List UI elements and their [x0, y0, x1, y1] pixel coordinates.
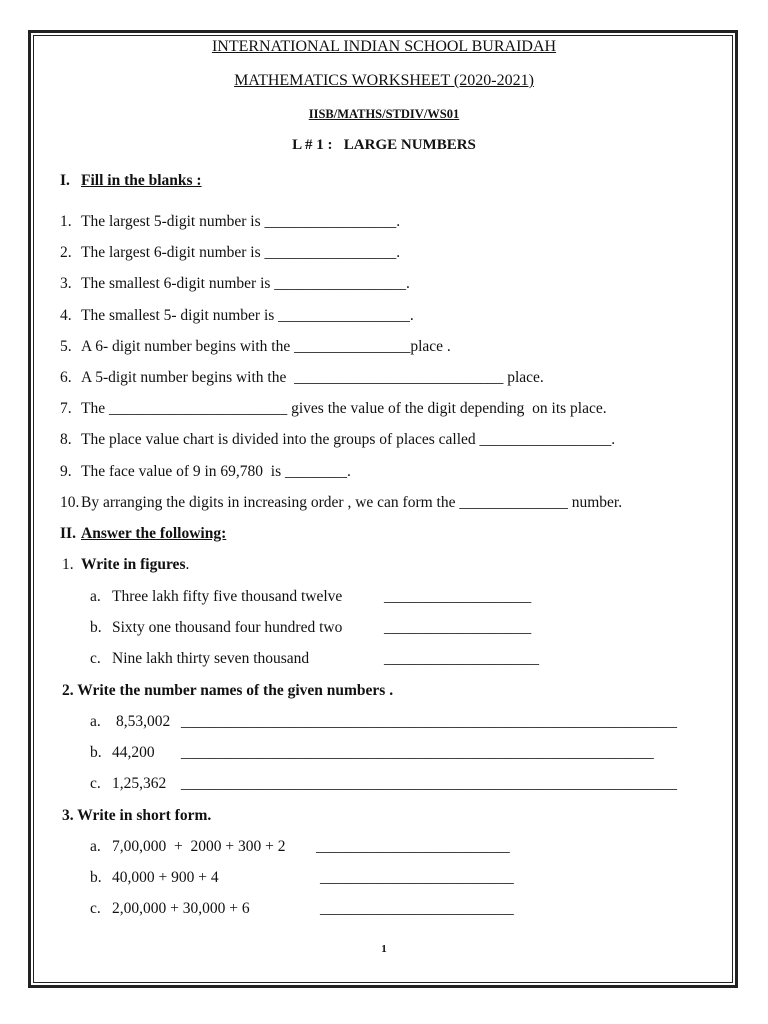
list-item-letter: a.: [90, 838, 101, 855]
list-item-text: Nine lakh thirty seven thousand: [112, 650, 310, 667]
section1-numeral: I.: [60, 172, 70, 189]
page-number: 1: [381, 943, 387, 955]
list-item-text: The face value of 9 in 69,780 is ________.: [81, 463, 351, 480]
list-item-num: 4.: [60, 307, 72, 324]
list-item-expression: 40,000 + 900 + 4: [112, 869, 219, 886]
list-item-num: 7.: [60, 400, 72, 417]
answer-blank: ________________________________________________________________: [181, 775, 677, 792]
list-item-text: The largest 6-digit number is _________________.: [81, 244, 401, 261]
list-item-value: 44,200: [112, 744, 155, 761]
list-item-letter: a.: [90, 713, 101, 730]
list-item-letter: b.: [90, 869, 102, 886]
answer-blank: ____________________: [384, 650, 539, 667]
q1-title: [81, 557, 189, 573]
list-item-text: By arranging the digits in increasing order , we can form the ______________ number.: [81, 494, 623, 511]
q3-title: 3. Write in short form.: [62, 807, 212, 824]
list-item-num: 6.: [60, 369, 72, 386]
list-item-num: 2.: [60, 244, 72, 261]
lesson-title: L # 1 : LARGE NUMBERS: [292, 137, 476, 153]
list-item-letter: c.: [90, 775, 101, 792]
list-item-text: The smallest 5- digit number is _________________.: [81, 307, 414, 324]
list-item-text: Sixty one thousand four hundred two: [112, 619, 343, 636]
list-item-letter: c.: [90, 650, 101, 667]
list-item-num: 5.: [60, 338, 72, 355]
school-name: INTERNATIONAL INDIAN SCHOOL BURAIDAH: [211, 38, 557, 55]
list-item-text: Three lakh fifty five thousand twelve: [112, 588, 343, 605]
list-item-text: The largest 5-digit number is _________________.: [81, 213, 401, 230]
list-item-text: The place value chart is divided into the groups of places called _________________.: [81, 431, 616, 448]
list-item-text: A 6- digit number begins with the _______________place .: [81, 338, 451, 355]
q1-number: 1.: [62, 556, 74, 573]
answer-blank: _________________________: [316, 838, 510, 855]
section2-numeral: II.: [60, 525, 76, 542]
list-item-num: 1.: [60, 213, 72, 230]
list-item-expression: 7,00,000 + 2000 + 300 + 2: [112, 838, 286, 855]
q2-title: 2. Write the number names of the given numbers .: [62, 682, 394, 699]
list-item-text: The _______________________ gives the value of the digit depending on its place.: [81, 400, 607, 417]
list-item-letter: b.: [90, 744, 102, 761]
answer-blank: ___________________: [384, 588, 532, 605]
section1-title: Fill in the blanks :: [81, 172, 202, 189]
q1-title-text: Write in figures: [81, 556, 186, 573]
list-item-value: 8,53,002: [116, 713, 171, 730]
list-item-num: 8.: [60, 431, 72, 448]
answer-blank: ___________________: [384, 619, 532, 636]
answer-blank: _________________________: [320, 869, 514, 886]
q1-title-suffix: .: [185, 556, 190, 573]
list-item-letter: c.: [90, 900, 101, 917]
list-item-value: 1,25,362: [112, 775, 167, 792]
section2-title: Answer the following:: [81, 525, 227, 542]
worksheet-title: MATHEMATICS WORKSHEET (2020-2021): [234, 72, 534, 89]
answer-blank: _________________________: [320, 900, 514, 917]
list-item-letter: a.: [90, 588, 101, 605]
answer-blank: ________________________________________________________________: [181, 713, 677, 730]
list-item-num: 9.: [60, 463, 72, 480]
answer-blank: _____________________________________________________________: [181, 744, 654, 761]
worksheet-code: IISB/MATHS/STDIV/WS01: [308, 107, 460, 121]
list-item-expression: 2,00,000 + 30,000 + 6: [112, 900, 250, 917]
list-item-num: 10.: [60, 494, 80, 511]
list-item-letter: b.: [90, 619, 102, 636]
list-item-text: The smallest 6-digit number is _________________.: [81, 275, 410, 292]
list-item-num: 3.: [60, 275, 72, 292]
list-item-text: A 5-digit number begins with the ___________________________ place.: [81, 369, 544, 386]
